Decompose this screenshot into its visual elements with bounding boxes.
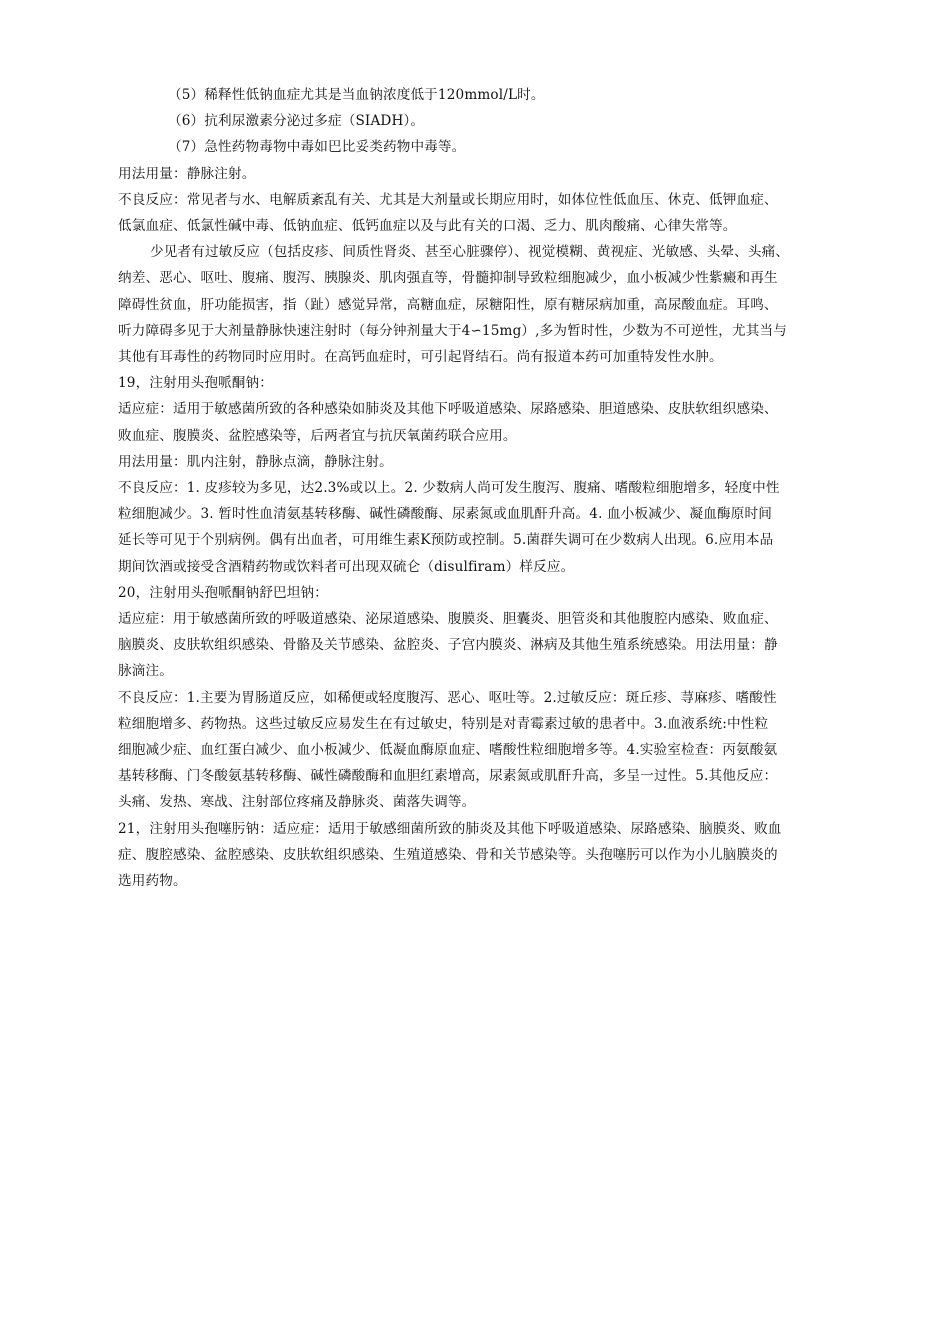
text-line: （6）抗利尿激素分泌过多症（SIADH）。 xyxy=(168,113,425,130)
text-line: 期间饮酒或接受含酒精药物或饮料者可出现双硫仑（disulfiram）样反应。 xyxy=(118,558,575,575)
text-line: 纳差、恶心、呕吐、腹痛、腹泻、胰腺炎、肌肉强直等，骨髓抑制导致粒细胞减少，血小板减少性紫癜和再生 xyxy=(118,270,778,287)
text-line: 其他有耳毒性的药物同时应用时。在高钙血症时，可引起肾结石。尚有报道本药可加重特发性水肿。 xyxy=(118,349,723,366)
text-line: 脑膜炎、皮肤软组织感染、骨骼及关节感染、盆腔炎、子宫内膜炎、淋病及其他生殖系统感染。用法用量：静 xyxy=(118,637,778,654)
text-line: 选用药物。 xyxy=(118,873,187,890)
text-line: （5）稀释性低钠血症尤其是当血钠浓度低于120mmol/L时。 xyxy=(168,87,545,103)
text-line: 细胞减少症、血红蛋白减少、血小板减少、低凝血酶原血症、嗜酸性粒细胞增多等。4.实验室检查：丙氨酸氨 xyxy=(118,742,778,759)
text-line: 用法用量：静脉注射。 xyxy=(118,165,256,182)
text-line: 障碍性贫血，肝功能损害，指（趾）感觉异常，高糖血症，尿糖阳性，原有糖尿病加重，高尿酸血症。耳鸣、 xyxy=(118,296,778,313)
text-line: 少见者有过敏反应（包括皮疹、间质性肾炎、甚至心脏骤停）、视觉模糊、黄视症、光敏感、头晕、头痛、 xyxy=(150,244,790,261)
text-line: 听力障碍多见于大剂量静脉快速注射时（每分钟剂量大于4∽15mg）,多为暂时性，少数为不可逆性，尤其当与 xyxy=(118,322,788,339)
text-line: 适应症：用于敏感菌所致的呼吸道感染、泌尿道感染、腹膜炎、胆囊炎、胆管炎和其他腹腔内感染、败血症、 xyxy=(118,611,778,628)
text-line: 不良反应：1.主要为胃肠道反应，如稀便或轻度腹泻、恶心、呕吐等。2.过敏反应：斑丘疹、荨麻疹、嗜酸性 xyxy=(118,689,777,706)
text-line: 粒细胞增多、药物热。这些过敏反应易发生在有过敏史，特别是对青霉素过敏的患者中。3.血液系统:中性粒 xyxy=(118,715,769,732)
text-line: 适应症：适用于敏感菌所致的各种感染如肺炎及其他下呼吸道感染、尿路感染、胆道感染、皮肤软组织感染、 xyxy=(118,401,778,418)
text-line: 20，注射用头孢哌酮钠舒巴坦钠： xyxy=(118,584,329,601)
text-line: 21，注射用头孢噻肟钠：适应症：适用于敏感细菌所致的肺炎及其他下呼吸道感染、尿路感染、脑膜炎、败血 xyxy=(118,820,782,837)
text-line: 症、腹腔感染、盆腔感染、皮肤软组织感染、生殖道感染、骨和关节感染等。头孢噻肟可以作为小儿脑膜炎的 xyxy=(118,846,778,863)
text-line: 败血症、腹膜炎、盆腔感染等，后两者宜与抗厌氧菌药联合应用。 xyxy=(118,427,517,444)
text-line: 基转移酶、门冬酸氨基转移酶、碱性磷酸酶和血胆红素增高，尿素氮或肌酐升高，多呈一过性。5.其他反应： xyxy=(118,768,778,785)
text-line: 不良反应：常见者与水、电解质紊乱有关、尤其是大剂量或长期应用时，如体位性低血压、休克、低钾血症、 xyxy=(118,191,778,208)
text-line: 粒细胞减少。3. 暂时性血清氨基转移酶、碱性磷酸酶、尿素氮或血肌酐升高。4. 血小板减少、凝血酶原时间 xyxy=(118,506,772,523)
text-line: 用法用量：肌内注射，静脉点滴，静脉注射。 xyxy=(118,453,393,470)
text-line: 延长等可见于个别病例。偶有出血者，可用维生素K预防或控制。5.菌群失调可在少数病人出现。6.应用本品 xyxy=(118,532,774,549)
text-line: 19，注射用头孢哌酮钠： xyxy=(118,375,274,392)
document-body xyxy=(118,82,833,894)
text-line: 头痛、发热、寒战、注射部位疼痛及静脉炎、菌落失调等。 xyxy=(118,794,476,811)
text-line: 不良反应：1. 皮疹较为多见，达2.3%或以上。2. 少数病人尚可发生腹泻、腹痛、嗜酸粒细胞增多，轻度中性 xyxy=(118,480,780,497)
text-line: 脉滴注。 xyxy=(118,663,173,680)
text-line: 低氯血症、低氯性碱中毒、低钠血症、低钙血症以及与此有关的口渴、乏力、肌肉酸痛、心律失常等。 xyxy=(118,218,737,235)
text-line: （7）急性药物毒物中毒如巴比妥类药物中毒等。 xyxy=(168,139,466,156)
